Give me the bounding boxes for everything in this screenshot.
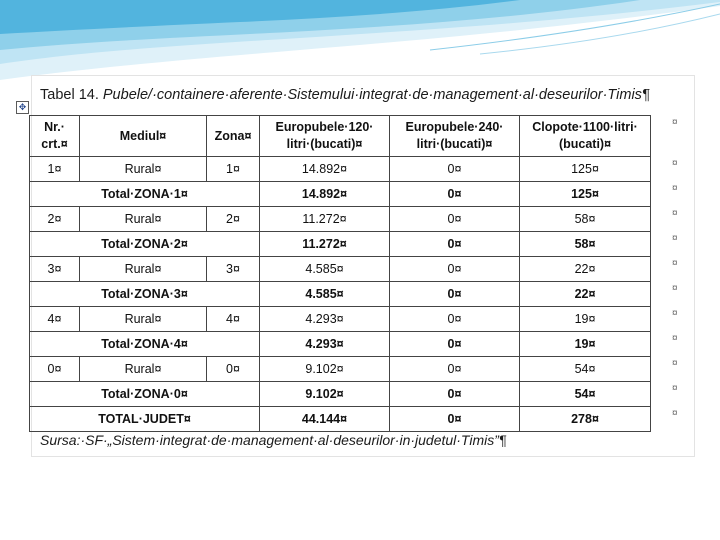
table-row: [30, 357, 651, 382]
header-europubele-240: Europubele·240· litri·(bucati)¤: [390, 116, 520, 157]
cell-europubele-120: 44.144¤: [260, 407, 390, 432]
cell-total-label: Total·ZONA·4¤: [30, 332, 260, 357]
cell-europubele-120: 9.102¤: [260, 382, 390, 407]
cell-nr: 4¤: [30, 307, 80, 332]
zone-total-row: [30, 282, 651, 307]
cell-clopote: 19¤: [520, 332, 651, 357]
cell-europubele-120: 4.293¤: [260, 307, 390, 332]
cell-nr: 1¤: [30, 157, 80, 182]
caption-title: Pubele/·containere·aferente·Sistemului·integrat·de·management·al·deseurilor·Timis¶: [102, 87, 650, 103]
row-end-mark: ¤: [672, 333, 678, 344]
cell-total-label: Total·ZONA·2¤: [30, 232, 260, 257]
cell-clopote: 125¤: [520, 157, 651, 182]
cell-nr: 0¤: [30, 357, 80, 382]
cell-total-label: Total·ZONA·0¤: [30, 382, 260, 407]
cell-europubele-120: 4.585¤: [260, 257, 390, 282]
row-end-mark: ¤: [672, 233, 678, 244]
cell-europubele-240: 0¤: [390, 157, 520, 182]
document-page: [18, 76, 694, 456]
cell-europubele-120: 14.892¤: [260, 182, 390, 207]
cell-europubele-120: 14.892¤: [260, 157, 390, 182]
cell-europubele-240: 0¤: [390, 232, 520, 257]
table-row: [30, 257, 651, 282]
table-body: [30, 157, 651, 432]
cell-europubele-240: 0¤: [390, 357, 520, 382]
header-europubele-120: Europubele·120· litri·(bucati)¤: [260, 116, 390, 157]
cell-zona: 0¤: [207, 357, 260, 382]
cell-mediul: Rural¤: [80, 207, 207, 232]
header-mediul: Mediul¤: [80, 116, 207, 157]
cell-mediul: Rural¤: [80, 357, 207, 382]
cell-europubele-120: 9.102¤: [260, 357, 390, 382]
zone-total-row: [30, 332, 651, 357]
table-row: [30, 307, 651, 332]
cell-clopote: 54¤: [520, 382, 651, 407]
row-end-mark: ¤: [672, 158, 678, 169]
source-note: Sursa:·SF·„Sistem·integrat·de·management·al·deseurilor·in·judetul·Timis”¶: [40, 432, 507, 448]
cell-europubele-240: 0¤: [390, 207, 520, 232]
cell-nr: 3¤: [30, 257, 80, 282]
header-nr-crt: Nr.· crt.¤: [30, 116, 80, 157]
row-end-mark: ¤: [672, 308, 678, 319]
row-end-mark: ¤: [672, 258, 678, 269]
cell-europubele-240: 0¤: [390, 257, 520, 282]
cell-total-label: Total·ZONA·1¤: [30, 182, 260, 207]
cell-clopote: 278¤: [520, 407, 651, 432]
table-header-row: [30, 116, 651, 157]
cell-zona: 2¤: [207, 207, 260, 232]
cell-nr: 2¤: [30, 207, 80, 232]
cell-europubele-120: 11.272¤: [260, 232, 390, 257]
cell-total-label: TOTAL·JUDET¤: [30, 407, 260, 432]
grand-total-row: [30, 407, 651, 432]
cell-zona: 4¤: [207, 307, 260, 332]
cell-mediul: Rural¤: [80, 257, 207, 282]
cell-clopote: 22¤: [520, 282, 651, 307]
header-clopote-1100: Clopote·1100·litri· (bucati)¤: [520, 116, 651, 157]
zone-total-row: [30, 382, 651, 407]
cell-europubele-120: 11.272¤: [260, 207, 390, 232]
row-end-mark: ¤: [672, 117, 678, 128]
caption-prefix: Tabel 14.: [40, 87, 103, 103]
row-end-mark: ¤: [672, 408, 678, 419]
table-move-handle-icon[interactable]: ✥: [16, 101, 29, 114]
cell-europubele-240: 0¤: [390, 182, 520, 207]
row-end-mark: ¤: [672, 183, 678, 194]
header-zona: Zona¤: [207, 116, 260, 157]
row-end-mark: ¤: [672, 383, 678, 394]
row-end-mark: ¤: [672, 358, 678, 369]
cell-total-label: Total·ZONA·3¤: [30, 282, 260, 307]
row-end-mark: ¤: [672, 208, 678, 219]
cell-clopote: 22¤: [520, 257, 651, 282]
cell-europubele-120: 4.293¤: [260, 332, 390, 357]
cell-clopote: 19¤: [520, 307, 651, 332]
cell-mediul: Rural¤: [80, 307, 207, 332]
cell-clopote: 125¤: [520, 182, 651, 207]
cell-clopote: 58¤: [520, 207, 651, 232]
table-row: [30, 207, 651, 232]
cell-zona: 1¤: [207, 157, 260, 182]
cell-europubele-120: 4.585¤: [260, 282, 390, 307]
row-end-mark: ¤: [672, 283, 678, 294]
waste-bins-table: [29, 115, 651, 432]
cell-clopote: 54¤: [520, 357, 651, 382]
zone-total-row: [30, 182, 651, 207]
cell-mediul: Rural¤: [80, 157, 207, 182]
cell-europubele-240: 0¤: [390, 332, 520, 357]
cell-clopote: 58¤: [520, 232, 651, 257]
cell-europubele-240: 0¤: [390, 307, 520, 332]
cell-europubele-240: 0¤: [390, 407, 520, 432]
cell-europubele-240: 0¤: [390, 282, 520, 307]
cell-europubele-240: 0¤: [390, 382, 520, 407]
table-caption: [40, 87, 690, 103]
zone-total-row: [30, 232, 651, 257]
cell-zona: 3¤: [207, 257, 260, 282]
table-row: [30, 157, 651, 182]
